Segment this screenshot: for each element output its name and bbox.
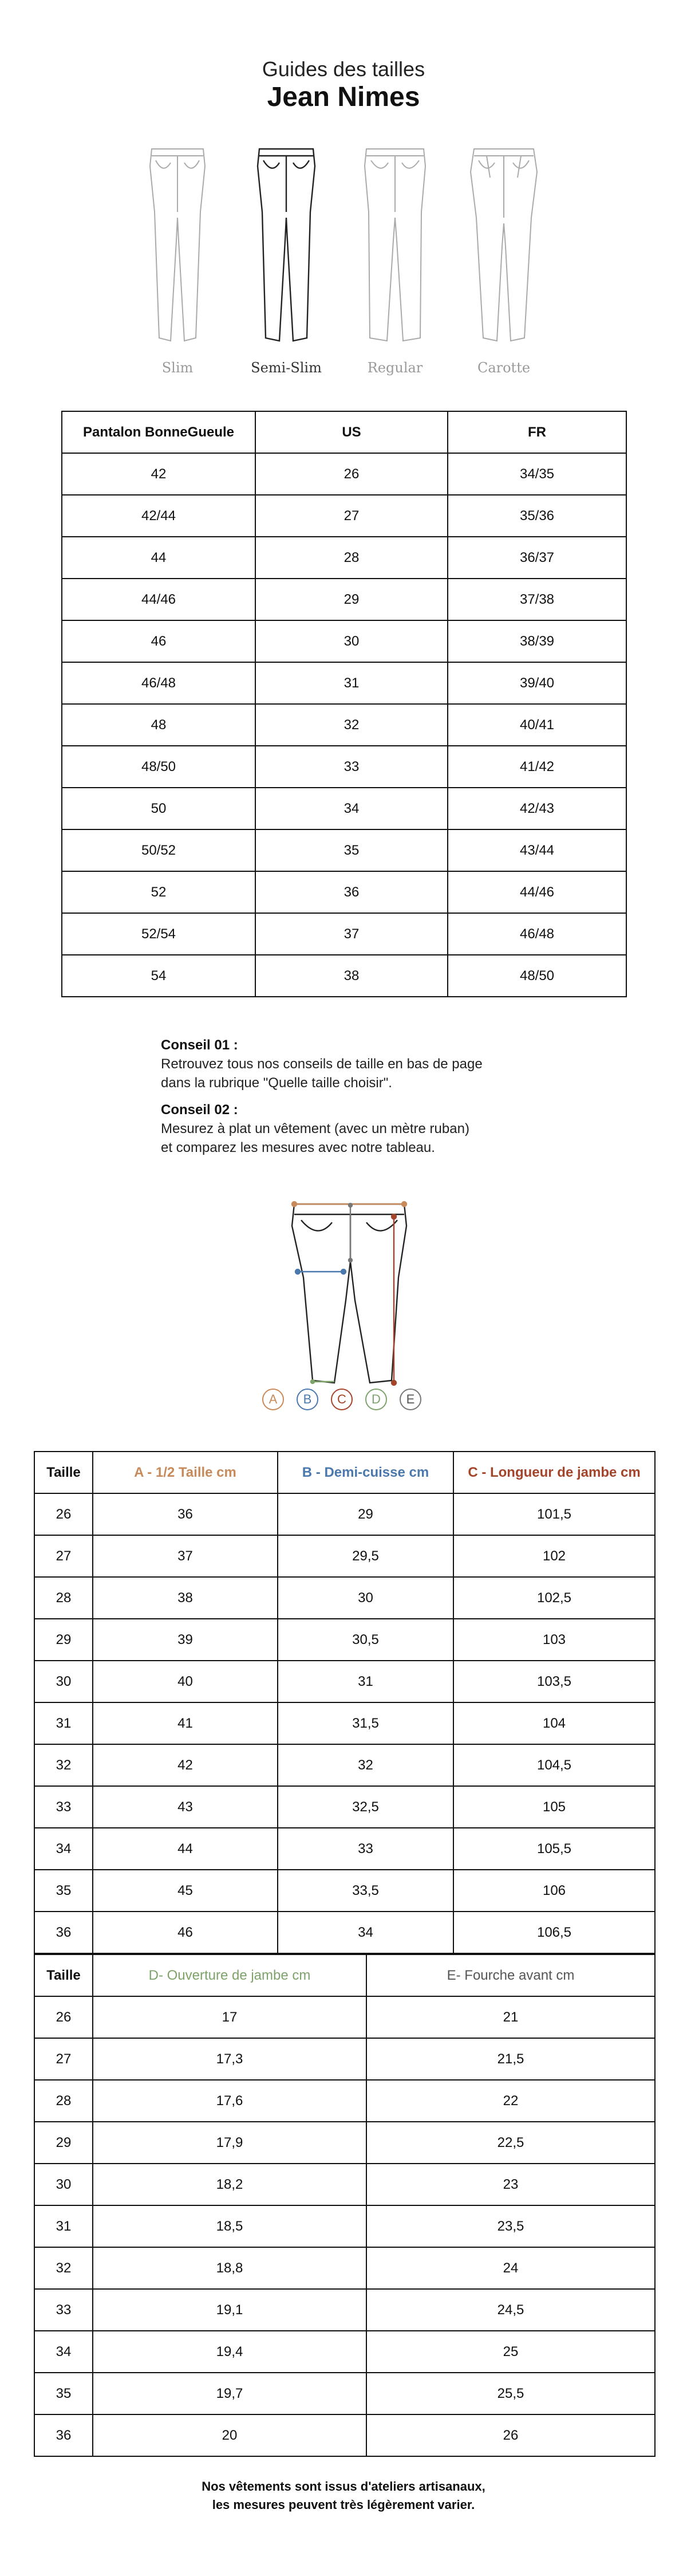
cell-e: 26 bbox=[366, 2414, 655, 2456]
footer-note bbox=[0, 2477, 687, 2514]
cell-e: 23,5 bbox=[366, 2205, 655, 2247]
cell-taille: 35 bbox=[34, 2373, 93, 2414]
header-us: US bbox=[255, 411, 448, 453]
table-row bbox=[62, 829, 626, 871]
cell-us: 30 bbox=[255, 620, 448, 662]
cell-a: 39 bbox=[93, 1619, 278, 1661]
cell-us: 35 bbox=[255, 829, 448, 871]
cell-taille: 29 bbox=[34, 2122, 93, 2164]
table-row bbox=[34, 2122, 655, 2164]
measure-d-icon: D bbox=[365, 1389, 387, 1410]
cell-fr: 34/35 bbox=[448, 453, 626, 495]
header-a: A - 1/2 Taille cm bbox=[93, 1452, 278, 1493]
measure-e-line bbox=[349, 1204, 352, 1262]
cell-d: 19,7 bbox=[93, 2373, 366, 2414]
slim-fit-icon bbox=[150, 149, 205, 341]
table-header-row bbox=[34, 1954, 655, 1996]
tip-1-line-2: dans la rubrique "Quelle taille choisir". bbox=[161, 1075, 392, 1091]
measurements-table-1 bbox=[34, 1451, 656, 1954]
cell-bg: 52 bbox=[62, 871, 255, 913]
carotte-fit-icon bbox=[471, 149, 537, 341]
cell-fr: 44/46 bbox=[448, 871, 626, 913]
header-taille: Taille bbox=[34, 1954, 93, 1996]
sizing-tips bbox=[161, 1036, 562, 1165]
header-taille: Taille bbox=[34, 1452, 93, 1493]
cell-fr: 48/50 bbox=[448, 955, 626, 997]
cell-a: 41 bbox=[93, 1702, 278, 1744]
tip-1 bbox=[161, 1036, 562, 1092]
cell-taille: 35 bbox=[34, 1870, 93, 1912]
cell-d: 18,5 bbox=[93, 2205, 366, 2247]
table-row bbox=[62, 871, 626, 913]
table-row bbox=[34, 1493, 655, 1535]
table-row bbox=[62, 495, 626, 537]
header-c: C - Longueur de jambe cm bbox=[453, 1452, 655, 1493]
table-header-row bbox=[34, 1452, 655, 1493]
cell-bg: 48/50 bbox=[62, 746, 255, 788]
cell-taille: 36 bbox=[34, 2414, 93, 2456]
measure-e-icon: E bbox=[400, 1389, 421, 1410]
cell-us: 31 bbox=[255, 662, 448, 704]
cell-taille: 31 bbox=[34, 2205, 93, 2247]
size-conversion-table bbox=[61, 411, 627, 997]
fit-label-regular: Regular bbox=[367, 360, 423, 376]
fit-label-slim: Slim bbox=[161, 360, 194, 376]
table-row bbox=[62, 704, 626, 746]
cell-b: 33,5 bbox=[278, 1870, 453, 1912]
table-row bbox=[62, 746, 626, 788]
cell-fr: 37/38 bbox=[448, 579, 626, 620]
cell-taille: 28 bbox=[34, 2080, 93, 2122]
semi-slim-fit-icon bbox=[258, 149, 315, 341]
cell-b: 31 bbox=[278, 1661, 453, 1702]
cell-e: 24,5 bbox=[366, 2289, 655, 2331]
cell-e: 21,5 bbox=[366, 2038, 655, 2080]
cell-e: 25 bbox=[366, 2331, 655, 2373]
cell-bg: 46 bbox=[62, 620, 255, 662]
table-row bbox=[34, 1828, 655, 1870]
cell-e: 21 bbox=[366, 1996, 655, 2038]
cell-e: 22 bbox=[366, 2080, 655, 2122]
cell-bg: 50 bbox=[62, 788, 255, 829]
cell-b: 34 bbox=[278, 1912, 453, 1953]
footer-line-1: Nos vêtements sont issus d'ateliers artisanaux, bbox=[202, 2479, 485, 2494]
page-subtitle: Guides des tailles bbox=[262, 57, 425, 81]
header-d: D- Ouverture de jambe cm bbox=[93, 1954, 366, 1996]
cell-a: 38 bbox=[93, 1577, 278, 1619]
table-row bbox=[62, 662, 626, 704]
cell-taille: 29 bbox=[34, 1619, 93, 1661]
cell-d: 18,2 bbox=[93, 2164, 366, 2205]
cell-c: 105,5 bbox=[453, 1828, 655, 1870]
cell-bg: 44 bbox=[62, 537, 255, 579]
cell-c: 102 bbox=[453, 1535, 655, 1577]
cell-a: 44 bbox=[93, 1828, 278, 1870]
cell-a: 40 bbox=[93, 1661, 278, 1702]
table-header-row bbox=[62, 411, 626, 453]
table-row bbox=[62, 955, 626, 997]
cell-us: 32 bbox=[255, 704, 448, 746]
cell-taille: 34 bbox=[34, 2331, 93, 2373]
cell-c: 106,5 bbox=[453, 1912, 655, 1953]
cell-taille: 34 bbox=[34, 1828, 93, 1870]
tip-2 bbox=[161, 1100, 562, 1157]
fit-silhouettes bbox=[143, 143, 555, 355]
cell-us: 28 bbox=[255, 537, 448, 579]
table-row bbox=[34, 1535, 655, 1577]
table-row bbox=[62, 537, 626, 579]
cell-bg: 46/48 bbox=[62, 662, 255, 704]
table-row bbox=[62, 453, 626, 495]
cell-d: 18,8 bbox=[93, 2247, 366, 2289]
regular-fit-icon bbox=[365, 149, 425, 341]
cell-d: 20 bbox=[93, 2414, 366, 2456]
cell-us: 27 bbox=[255, 495, 448, 537]
cell-b: 31,5 bbox=[278, 1702, 453, 1744]
table-row bbox=[34, 1661, 655, 1702]
table-row bbox=[34, 2247, 655, 2289]
cell-d: 17 bbox=[93, 1996, 366, 2038]
jeans-outline-icon bbox=[292, 1204, 406, 1383]
cell-fr: 42/43 bbox=[448, 788, 626, 829]
cell-taille: 33 bbox=[34, 2289, 93, 2331]
cell-a: 42 bbox=[93, 1744, 278, 1786]
cell-d: 17,9 bbox=[93, 2122, 366, 2164]
header-fr: FR bbox=[448, 411, 626, 453]
table-row bbox=[62, 788, 626, 829]
table-row bbox=[34, 2038, 655, 2080]
cell-fr: 41/42 bbox=[448, 746, 626, 788]
cell-c: 105 bbox=[453, 1786, 655, 1828]
measure-c-icon: C bbox=[331, 1389, 353, 1410]
tip-2-line-1: Mesurez à plat un vêtement (avec un mètre ruban) bbox=[161, 1121, 469, 1136]
table-row bbox=[62, 913, 626, 955]
cell-c: 101,5 bbox=[453, 1493, 655, 1535]
cell-taille: 32 bbox=[34, 2247, 93, 2289]
cell-b: 29 bbox=[278, 1493, 453, 1535]
table-row bbox=[34, 1619, 655, 1661]
cell-taille: 30 bbox=[34, 2164, 93, 2205]
table-row bbox=[62, 579, 626, 620]
cell-us: 37 bbox=[255, 913, 448, 955]
header-b: B - Demi-cuisse cm bbox=[278, 1452, 453, 1493]
cell-us: 26 bbox=[255, 453, 448, 495]
cell-bg: 52/54 bbox=[62, 913, 255, 955]
cell-a: 37 bbox=[93, 1535, 278, 1577]
page-title: Jean Nimes bbox=[267, 82, 420, 112]
cell-taille: 28 bbox=[34, 1577, 93, 1619]
footer-line-2: les mesures peuvent très légèrement varier. bbox=[212, 2498, 475, 2512]
cell-a: 45 bbox=[93, 1870, 278, 1912]
cell-taille: 32 bbox=[34, 1744, 93, 1786]
cell-us: 33 bbox=[255, 746, 448, 788]
cell-b: 30,5 bbox=[278, 1619, 453, 1661]
cell-fr: 39/40 bbox=[448, 662, 626, 704]
cell-fr: 35/36 bbox=[448, 495, 626, 537]
cell-us: 36 bbox=[255, 871, 448, 913]
tip-1-line-1: Retrouvez tous nos conseils de taille en bas de page bbox=[161, 1056, 483, 1072]
cell-c: 106 bbox=[453, 1870, 655, 1912]
cell-b: 33 bbox=[278, 1828, 453, 1870]
cell-e: 22,5 bbox=[366, 2122, 655, 2164]
cell-b: 32,5 bbox=[278, 1786, 453, 1828]
fit-label-carotte: Carotte bbox=[477, 360, 531, 376]
table-row bbox=[62, 620, 626, 662]
table-row bbox=[34, 2080, 655, 2122]
cell-d: 17,6 bbox=[93, 2080, 366, 2122]
cell-fr: 46/48 bbox=[448, 913, 626, 955]
cell-b: 30 bbox=[278, 1577, 453, 1619]
cell-fr: 36/37 bbox=[448, 537, 626, 579]
table-row bbox=[34, 1870, 655, 1912]
cell-d: 19,4 bbox=[93, 2331, 366, 2373]
cell-a: 43 bbox=[93, 1786, 278, 1828]
cell-fr: 38/39 bbox=[448, 620, 626, 662]
cell-bg: 42/44 bbox=[62, 495, 255, 537]
cell-bg: 42 bbox=[62, 453, 255, 495]
cell-e: 25,5 bbox=[366, 2373, 655, 2414]
cell-taille: 26 bbox=[34, 1493, 93, 1535]
table-row bbox=[34, 2414, 655, 2456]
cell-bg: 44/46 bbox=[62, 579, 255, 620]
tip-1-title: Conseil 01 : bbox=[161, 1037, 238, 1053]
cell-bg: 50/52 bbox=[62, 829, 255, 871]
table-row bbox=[34, 2373, 655, 2414]
table-row bbox=[34, 1912, 655, 1953]
table-row bbox=[34, 1577, 655, 1619]
cell-us: 34 bbox=[255, 788, 448, 829]
header-pantalon: Pantalon BonneGueule bbox=[62, 411, 255, 453]
cell-b: 29,5 bbox=[278, 1535, 453, 1577]
header-e: E- Fourche avant cm bbox=[366, 1954, 655, 1996]
cell-bg: 54 bbox=[62, 955, 255, 997]
table-row bbox=[34, 2205, 655, 2247]
cell-c: 103,5 bbox=[453, 1661, 655, 1702]
cell-d: 19,1 bbox=[93, 2289, 366, 2331]
cell-us: 29 bbox=[255, 579, 448, 620]
cell-fr: 40/41 bbox=[448, 704, 626, 746]
table-row bbox=[34, 2164, 655, 2205]
cell-c: 104,5 bbox=[453, 1744, 655, 1786]
measure-b-icon: B bbox=[297, 1389, 318, 1410]
cell-b: 32 bbox=[278, 1744, 453, 1786]
cell-taille: 36 bbox=[34, 1912, 93, 1953]
table-row bbox=[34, 1996, 655, 2038]
fit-label-semi-slim: Semi-Slim bbox=[251, 360, 322, 376]
table-row bbox=[34, 1702, 655, 1744]
cell-taille: 27 bbox=[34, 1535, 93, 1577]
cell-d: 17,3 bbox=[93, 2038, 366, 2080]
measurement-diagram bbox=[286, 1197, 412, 1392]
cell-taille: 30 bbox=[34, 1661, 93, 1702]
cell-taille: 33 bbox=[34, 1786, 93, 1828]
table-row bbox=[34, 2289, 655, 2331]
tip-2-line-2: et comparez les mesures avec notre tableau. bbox=[161, 1140, 435, 1155]
measure-c-line bbox=[392, 1214, 396, 1385]
table-row bbox=[34, 1744, 655, 1786]
cell-c: 104 bbox=[453, 1702, 655, 1744]
cell-taille: 26 bbox=[34, 1996, 93, 2038]
cell-e: 24 bbox=[366, 2247, 655, 2289]
cell-fr: 43/44 bbox=[448, 829, 626, 871]
table-row bbox=[34, 2331, 655, 2373]
cell-c: 103 bbox=[453, 1619, 655, 1661]
cell-bg: 48 bbox=[62, 704, 255, 746]
cell-a: 46 bbox=[93, 1912, 278, 1953]
cell-taille: 31 bbox=[34, 1702, 93, 1744]
table-row bbox=[34, 1786, 655, 1828]
cell-c: 102,5 bbox=[453, 1577, 655, 1619]
cell-taille: 27 bbox=[34, 2038, 93, 2080]
measurements-table-2 bbox=[34, 1954, 656, 2457]
measure-a-icon: A bbox=[262, 1389, 284, 1410]
tip-2-title: Conseil 02 : bbox=[161, 1102, 238, 1118]
cell-e: 23 bbox=[366, 2164, 655, 2205]
cell-a: 36 bbox=[93, 1493, 278, 1535]
cell-us: 38 bbox=[255, 955, 448, 997]
